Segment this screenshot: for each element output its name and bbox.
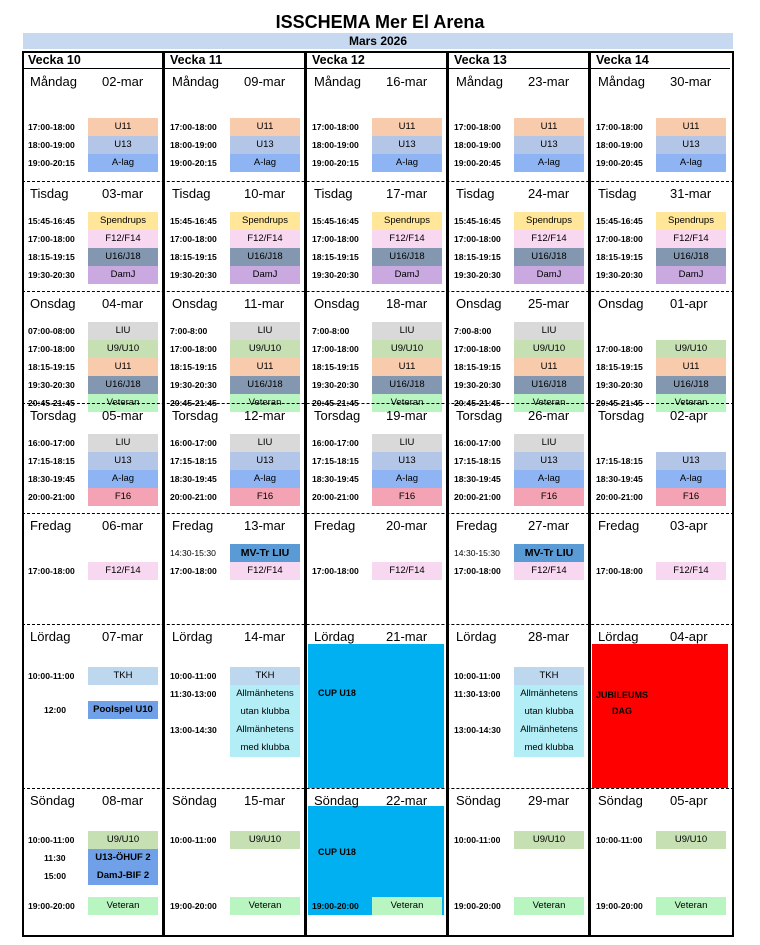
- day-name: Måndag: [598, 74, 645, 89]
- activity-cell: U11: [230, 358, 300, 376]
- time-slot: 17:00-18:00: [28, 234, 75, 244]
- activity-cell: DamJ: [88, 266, 158, 284]
- time-slot: 10:00-11:00: [454, 671, 501, 681]
- time-slot: 19:30-20:30: [454, 270, 501, 280]
- time-slot: 10:00-11:00: [454, 835, 501, 845]
- day-date: 20-mar: [386, 518, 428, 533]
- activity-cell: U13: [656, 136, 726, 154]
- day-name: Söndag: [598, 793, 643, 808]
- time-slot: 17:00-18:00: [312, 344, 359, 354]
- activity-cell: LIU: [88, 322, 158, 340]
- time-slot: 17:00-18:00: [28, 344, 75, 354]
- activity-cell: U16/J18: [514, 376, 584, 394]
- time-slot: 10:00-11:00: [596, 835, 643, 845]
- time-slot: 20:45-21:45: [596, 398, 643, 408]
- time-slot: 13:00-14:30: [454, 725, 501, 735]
- time-slot: 18:15-19:15: [28, 362, 75, 372]
- time-slot: 17:00-18:00: [28, 122, 75, 132]
- activity-cell: U11: [88, 358, 158, 376]
- time-slot: 16:00-17:00: [454, 438, 501, 448]
- day-name: Lördag: [598, 629, 639, 644]
- activity-cell: utan klubba: [230, 703, 300, 721]
- event-block-label: CUP U18: [318, 688, 356, 698]
- day-name: Torsdag: [172, 408, 219, 423]
- day-date: 17-mar: [386, 186, 428, 201]
- day-name: Torsdag: [598, 408, 645, 423]
- activity-cell: MV-Tr LIU: [514, 544, 584, 562]
- day-date: 23-mar: [528, 74, 570, 89]
- activity-cell: Veteran: [656, 897, 726, 915]
- day-name: Fredag: [314, 518, 356, 533]
- grid-border: [22, 51, 734, 937]
- time-slot: 18:30-19:45: [28, 474, 75, 484]
- day-name: Tisdag: [456, 186, 495, 201]
- day-name: Lördag: [172, 629, 213, 644]
- day-name: Söndag: [314, 793, 359, 808]
- week-header: Vecka 11: [164, 51, 304, 69]
- activity-cell: LIU: [514, 322, 584, 340]
- time-slot: 19:00-20:15: [28, 158, 75, 168]
- activity-cell: A-lag: [514, 470, 584, 488]
- time-slot: 11:30: [44, 853, 66, 863]
- activity-cell: Veteran: [88, 394, 158, 412]
- day-date: 25-mar: [528, 296, 570, 311]
- activity-cell: LIU: [230, 322, 300, 340]
- activity-cell: A-lag: [372, 154, 442, 172]
- activity-cell: F12/F14: [372, 230, 442, 248]
- activity-cell: Allmänhetens: [230, 685, 300, 703]
- time-slot: 18:00-19:00: [28, 140, 75, 150]
- month-banner: Mars 2026: [23, 33, 733, 49]
- event-block-label: CUP U18: [318, 847, 356, 857]
- activity-cell: Spendrups: [514, 212, 584, 230]
- time-slot: 17:00-18:00: [170, 344, 217, 354]
- day-name: Tisdag: [30, 186, 69, 201]
- schedule-grid: [22, 51, 734, 937]
- time-slot: 18:15-19:15: [170, 252, 217, 262]
- activity-cell: U13: [656, 452, 726, 470]
- time-slot: 7:00-8:00: [454, 326, 492, 336]
- time-slot: 07:00-08:00: [28, 326, 75, 336]
- activity-cell: U11: [514, 358, 584, 376]
- time-slot: 19:30-20:30: [28, 270, 75, 280]
- time-slot: 18:30-19:45: [596, 474, 643, 484]
- time-slot: 12:00: [44, 705, 66, 715]
- activity-cell: A-lag: [656, 154, 726, 172]
- time-slot: 19:00-20:15: [312, 158, 359, 168]
- day-date: 01-apr: [670, 296, 708, 311]
- day-date: 21-mar: [386, 629, 428, 644]
- time-slot: 18:15-19:15: [596, 362, 643, 372]
- time-slot: 19:00-20:00: [312, 901, 359, 911]
- activity-cell: Veteran: [372, 897, 442, 915]
- day-name: Lördag: [314, 629, 355, 644]
- activity-cell: U9/U10: [656, 831, 726, 849]
- activity-cell: A-lag: [230, 470, 300, 488]
- activity-cell: U16/J18: [514, 248, 584, 266]
- activity-cell: U11: [88, 118, 158, 136]
- day-name: Torsdag: [314, 408, 361, 423]
- activity-cell: F16: [372, 488, 442, 506]
- day-date: 03-apr: [670, 518, 708, 533]
- activity-cell: U11: [656, 358, 726, 376]
- activity-cell: U11: [372, 118, 442, 136]
- time-slot: 17:15-18:15: [312, 456, 359, 466]
- time-slot: 19:00-20:00: [28, 901, 75, 911]
- day-name: Fredag: [172, 518, 214, 533]
- activity-cell: F12/F14: [372, 562, 442, 580]
- activity-cell: A-lag: [656, 470, 726, 488]
- week-header: Vecka 10: [22, 51, 162, 69]
- day-date: 07-mar: [102, 629, 144, 644]
- activity-cell: U13: [88, 136, 158, 154]
- time-slot: 11:30-13:00: [454, 689, 501, 699]
- activity-cell: F12/F14: [88, 230, 158, 248]
- activity-cell: MV-Tr LIU: [230, 544, 300, 562]
- time-slot: 17:00-18:00: [28, 566, 75, 576]
- activity-cell: U9/U10: [88, 831, 158, 849]
- activity-cell: A-lag: [514, 154, 584, 172]
- activity-cell: A-lag: [230, 154, 300, 172]
- day-date: 26-mar: [528, 408, 570, 423]
- day-date: 13-mar: [244, 518, 286, 533]
- time-slot: 18:15-19:15: [454, 252, 501, 262]
- time-slot: 18:15-19:15: [312, 252, 359, 262]
- activity-cell: DamJ: [656, 266, 726, 284]
- activity-cell: U16/J18: [372, 248, 442, 266]
- time-slot: 15:00: [44, 871, 66, 881]
- time-slot: 16:00-17:00: [28, 438, 75, 448]
- day-date: 30-mar: [670, 74, 712, 89]
- event-block-line: DAG: [612, 706, 632, 716]
- activity-cell: Spendrups: [88, 212, 158, 230]
- day-date: 22-mar: [386, 793, 428, 808]
- day-date: 08-mar: [102, 793, 144, 808]
- time-slot: 20:45-21:45: [28, 398, 75, 408]
- day-name: Lördag: [30, 629, 71, 644]
- activity-cell: DamJ: [230, 266, 300, 284]
- activity-cell: F12/F14: [514, 562, 584, 580]
- week-header: Vecka 14: [590, 51, 730, 69]
- activity-cell: Veteran: [514, 897, 584, 915]
- activity-cell: Veteran: [88, 897, 158, 915]
- day-name: Fredag: [456, 518, 498, 533]
- day-date: 10-mar: [244, 186, 286, 201]
- day-date: 05-mar: [102, 408, 144, 423]
- activity-cell: Spendrups: [230, 212, 300, 230]
- activity-cell: U9/U10: [372, 340, 442, 358]
- day-date: 11-mar: [244, 296, 285, 311]
- activity-cell: U16/J18: [372, 376, 442, 394]
- time-slot: 19:30-20:30: [28, 380, 75, 390]
- activity-cell: A-lag: [372, 470, 442, 488]
- time-slot: 19:30-20:30: [170, 270, 217, 280]
- time-slot: 18:15-19:15: [596, 252, 643, 262]
- time-slot: 13:00-14:30: [170, 725, 217, 735]
- activity-cell: Veteran: [230, 897, 300, 915]
- time-slot: 15:45-16:45: [596, 216, 643, 226]
- time-slot: 18:00-19:00: [596, 140, 643, 150]
- time-slot: 17:00-18:00: [312, 566, 359, 576]
- time-slot: 19:30-20:30: [312, 270, 359, 280]
- activity-cell: U13: [514, 136, 584, 154]
- activity-cell: U16/J18: [88, 376, 158, 394]
- activity-cell: U9/U10: [230, 831, 300, 849]
- day-name: Fredag: [30, 518, 72, 533]
- activity-cell: U13: [372, 136, 442, 154]
- activity-cell: U13: [514, 452, 584, 470]
- time-slot: 18:15-19:15: [28, 252, 75, 262]
- time-slot: 19:00-20:00: [454, 901, 501, 911]
- time-slot: 10:00-11:00: [170, 835, 217, 845]
- activity-cell: U13-ÖHUF 2: [88, 849, 158, 867]
- activity-cell: F12/F14: [230, 562, 300, 580]
- time-slot: 17:00-18:00: [170, 566, 217, 576]
- activity-cell: U9/U10: [514, 340, 584, 358]
- activity-cell: U13: [88, 452, 158, 470]
- time-slot: 7:00-8:00: [312, 326, 350, 336]
- activity-cell: DamJ: [514, 266, 584, 284]
- day-name: Tisdag: [314, 186, 353, 201]
- activity-cell: F16: [656, 488, 726, 506]
- time-slot: 15:45-16:45: [454, 216, 501, 226]
- time-slot: 19:00-20:45: [454, 158, 501, 168]
- day-name: Onsdag: [314, 296, 360, 311]
- week-header: Vecka 12: [306, 51, 446, 69]
- time-slot: 19:00-20:00: [596, 901, 643, 911]
- day-date: 03-mar: [102, 186, 144, 201]
- activity-cell: U11: [230, 118, 300, 136]
- activity-cell: Allmänhetens: [514, 685, 584, 703]
- day-date: 04-mar: [102, 296, 144, 311]
- day-name: Måndag: [172, 74, 219, 89]
- time-slot: 18:00-19:00: [454, 140, 501, 150]
- time-slot: 17:15-18:15: [170, 456, 217, 466]
- time-slot: 15:45-16:45: [312, 216, 359, 226]
- activity-cell: A-lag: [88, 470, 158, 488]
- activity-cell: Spendrups: [656, 212, 726, 230]
- activity-cell: TKH: [514, 667, 584, 685]
- activity-cell: Allmänhetens: [514, 721, 584, 739]
- time-slot: 16:00-17:00: [170, 438, 217, 448]
- day-name: Torsdag: [456, 408, 503, 423]
- time-slot: 18:30-19:45: [170, 474, 217, 484]
- week-header: Vecka 13: [448, 51, 588, 69]
- activity-cell: Veteran: [656, 394, 726, 412]
- activity-cell: A-lag: [88, 154, 158, 172]
- time-slot: 17:00-18:00: [312, 122, 359, 132]
- activity-cell: U11: [656, 118, 726, 136]
- time-slot: 17:00-18:00: [596, 234, 643, 244]
- time-slot: 17:00-18:00: [454, 344, 501, 354]
- day-date: 24-mar: [528, 186, 570, 201]
- event-block-line: JUBILEUMS: [596, 690, 649, 700]
- day-date: 19-mar: [386, 408, 428, 423]
- time-slot: 19:30-20:30: [596, 380, 643, 390]
- day-name: Söndag: [172, 793, 217, 808]
- activity-cell: F16: [514, 488, 584, 506]
- time-slot: 17:00-18:00: [170, 234, 217, 244]
- activity-cell: F12/F14: [656, 230, 726, 248]
- activity-cell: med klubba: [230, 739, 300, 757]
- day-date: 28-mar: [528, 629, 570, 644]
- activity-cell: U16/J18: [656, 376, 726, 394]
- activity-cell: U9/U10: [656, 340, 726, 358]
- time-slot: 20:00-21:00: [454, 492, 501, 502]
- activity-cell: TKH: [88, 667, 158, 685]
- day-date: 02-mar: [102, 74, 144, 89]
- activity-cell: F16: [88, 488, 158, 506]
- activity-cell: LIU: [514, 434, 584, 452]
- time-slot: 17:00-18:00: [596, 122, 643, 132]
- activity-cell: F16: [230, 488, 300, 506]
- day-date: 18-mar: [386, 296, 428, 311]
- day-name: Lördag: [456, 629, 497, 644]
- activity-cell: U16/J18: [230, 376, 300, 394]
- time-slot: 19:30-20:30: [454, 380, 501, 390]
- activity-cell: LIU: [230, 434, 300, 452]
- activity-cell: med klubba: [514, 739, 584, 757]
- activity-cell: F12/F14: [88, 562, 158, 580]
- day-date: 14-mar: [244, 629, 286, 644]
- time-slot: 19:30-20:30: [170, 380, 217, 390]
- day-name: Måndag: [30, 74, 77, 89]
- page-title: ISSCHEMA Mer El Arena: [275, 12, 485, 32]
- day-name: Onsdag: [172, 296, 218, 311]
- time-slot: 14:30-15:30: [454, 548, 500, 558]
- day-date: 02-apr: [670, 408, 708, 423]
- activity-cell: U9/U10: [514, 831, 584, 849]
- time-slot: 17:15-18:15: [454, 456, 501, 466]
- activity-cell: U16/J18: [230, 248, 300, 266]
- activity-cell: U13: [230, 136, 300, 154]
- activity-cell: Veteran: [372, 394, 442, 412]
- day-date: 06-mar: [102, 518, 144, 533]
- time-slot: 17:15-18:15: [28, 456, 75, 466]
- activity-cell: U9/U10: [230, 340, 300, 358]
- time-slot: 19:00-20:15: [170, 158, 217, 168]
- day-date: 16-mar: [386, 74, 428, 89]
- activity-cell: F12/F14: [514, 230, 584, 248]
- activity-cell: U9/U10: [88, 340, 158, 358]
- day-name: Tisdag: [598, 186, 637, 201]
- day-date: 31-mar: [670, 186, 712, 201]
- time-slot: 19:00-20:00: [170, 901, 217, 911]
- activity-cell: DamJ-BIF 2: [88, 867, 158, 885]
- time-slot: 20:45-21:45: [170, 398, 217, 408]
- day-name: Söndag: [456, 793, 501, 808]
- time-slot: 19:30-20:30: [312, 380, 359, 390]
- day-date: 09-mar: [244, 74, 286, 89]
- day-date: 27-mar: [528, 518, 570, 533]
- time-slot: 18:15-19:15: [170, 362, 217, 372]
- day-name: Torsdag: [30, 408, 77, 423]
- activity-cell: Poolspel U10: [88, 701, 158, 719]
- time-slot: 10:00-11:00: [170, 671, 217, 681]
- time-slot: 17:00-18:00: [454, 566, 501, 576]
- activity-cell: U16/J18: [88, 248, 158, 266]
- time-slot: 20:00-21:00: [170, 492, 217, 502]
- activity-cell: LIU: [88, 434, 158, 452]
- day-name: Onsdag: [456, 296, 502, 311]
- time-slot: 17:00-18:00: [454, 234, 501, 244]
- activity-cell: U11: [372, 358, 442, 376]
- activity-cell: LIU: [372, 434, 442, 452]
- day-name: Tisdag: [172, 186, 211, 201]
- activity-cell: F12/F14: [230, 230, 300, 248]
- time-slot: 20:45-21:45: [312, 398, 359, 408]
- activity-cell: TKH: [230, 667, 300, 685]
- activity-cell: U13: [230, 452, 300, 470]
- day-name: Söndag: [30, 793, 75, 808]
- time-slot: 20:00-21:00: [312, 492, 359, 502]
- time-slot: 10:00-11:00: [28, 671, 75, 681]
- time-slot: 15:45-16:45: [28, 216, 75, 226]
- time-slot: 15:45-16:45: [170, 216, 217, 226]
- activity-cell: U11: [514, 118, 584, 136]
- time-slot: 17:00-18:00: [312, 234, 359, 244]
- time-slot: 17:00-18:00: [596, 344, 643, 354]
- time-slot: 17:00-18:00: [170, 122, 217, 132]
- day-name: Onsdag: [598, 296, 644, 311]
- time-slot: 16:00-17:00: [312, 438, 359, 448]
- time-slot: 17:15-18:15: [596, 456, 643, 466]
- time-slot: 18:00-19:00: [312, 140, 359, 150]
- time-slot: 20:00-21:00: [596, 492, 643, 502]
- day-date: 04-apr: [670, 629, 708, 644]
- time-slot: 17:00-18:00: [596, 566, 643, 576]
- time-slot: 18:30-19:45: [454, 474, 501, 484]
- day-date: 15-mar: [244, 793, 286, 808]
- activity-cell: F12/F14: [656, 562, 726, 580]
- time-slot: 11:30-13:00: [170, 689, 217, 699]
- time-slot: 20:00-21:00: [28, 492, 75, 502]
- time-slot: 19:30-20:30: [596, 270, 643, 280]
- time-slot: 18:15-19:15: [312, 362, 359, 372]
- time-slot: 18:30-19:45: [312, 474, 359, 484]
- activity-cell: Spendrups: [372, 212, 442, 230]
- day-name: Måndag: [314, 74, 361, 89]
- time-slot: 10:00-11:00: [28, 835, 75, 845]
- time-slot: 18:15-19:15: [454, 362, 501, 372]
- day-date: 05-apr: [670, 793, 708, 808]
- day-name: Måndag: [456, 74, 503, 89]
- time-slot: 7:00-8:00: [170, 326, 208, 336]
- time-slot: 18:00-19:00: [170, 140, 217, 150]
- activity-cell: Veteran: [514, 394, 584, 412]
- activity-cell: U13: [372, 452, 442, 470]
- day-date: 29-mar: [528, 793, 570, 808]
- activity-cell: U16/J18: [656, 248, 726, 266]
- activity-cell: Allmänhetens: [230, 721, 300, 739]
- time-slot: 20:45-21:45: [454, 398, 501, 408]
- time-slot: 14:30-15:30: [170, 548, 216, 558]
- activity-cell: utan klubba: [514, 703, 584, 721]
- time-slot: 19:00-20:45: [596, 158, 643, 168]
- activity-cell: Veteran: [230, 394, 300, 412]
- time-slot: 17:00-18:00: [454, 122, 501, 132]
- day-name: Fredag: [598, 518, 640, 533]
- day-name: Onsdag: [30, 296, 76, 311]
- activity-cell: LIU: [372, 322, 442, 340]
- activity-cell: DamJ: [372, 266, 442, 284]
- day-date: 12-mar: [244, 408, 286, 423]
